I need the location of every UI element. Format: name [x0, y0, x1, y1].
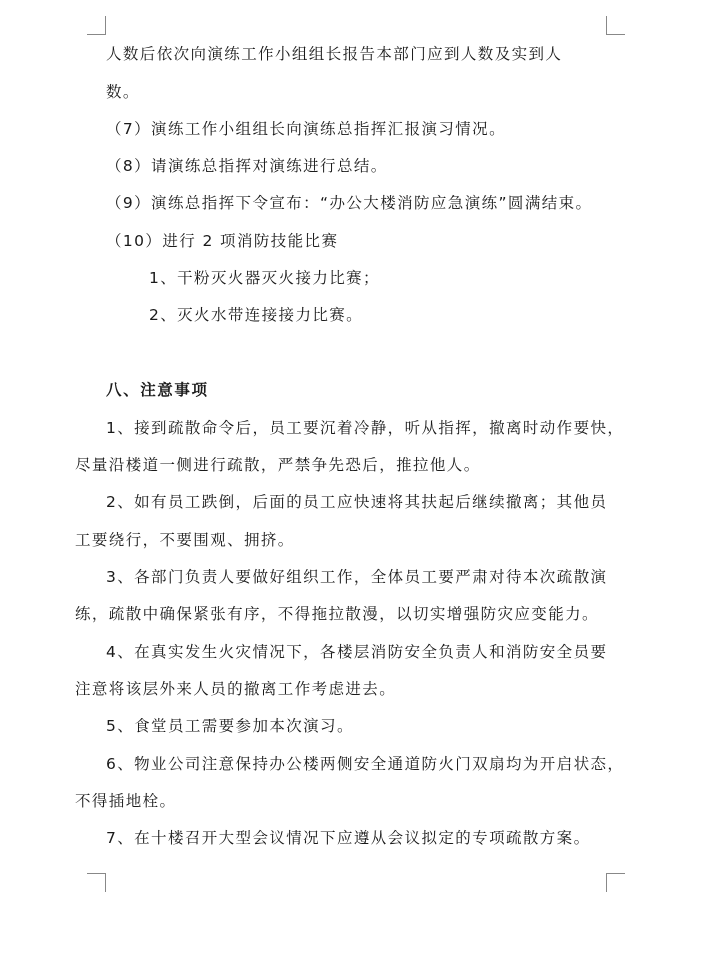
text-line: 6、物业公司注意保持办公楼两侧安全通道防火门双扇均为开启状态， [106, 755, 625, 773]
text-line: （8）请演练总指挥对演练进行总结。 [106, 157, 388, 175]
section-heading: 八、注意事项 [106, 381, 209, 399]
text-line: （10）进行 2 项消防技能比赛 [106, 232, 339, 250]
text-line: 1、干粉灭火器灭火接力比赛； [149, 269, 380, 287]
text-line: 数。 [106, 83, 140, 101]
text-line: 练，疏散中确保紧张有序，不得拖拉散漫，以切实增强防灾应变能力。 [75, 605, 599, 623]
corner-mark-top-right [606, 16, 625, 35]
text-line: 不得插地栓。 [75, 792, 177, 810]
text-line: 1、接到疏散命令后，员工要沉着冷静，听从指挥，撤离时动作要快， [106, 419, 625, 437]
text-line: 工要绕行，不要围观、拥挤。 [75, 531, 295, 549]
text-line: 2、如有员工跌倒，后面的员工应快速将其扶起后继续撤离；其他员 [106, 493, 608, 511]
corner-mark-bottom-right [606, 873, 625, 892]
text-line: 注意将该层外来人员的撤离工作考虑进去。 [75, 680, 397, 698]
text-line: （9）演练总指挥下令宣布：“办公大楼消防应急演练”圆满结束。 [106, 194, 593, 212]
text-line: 2、灭火水带连接接力比赛。 [149, 306, 364, 324]
text-line: 7、在十楼召开大型会议情况下应遵从会议拟定的专项疏散方案。 [106, 829, 591, 847]
text-line: 人数后依次向演练工作小组组长报告本部门应到人数及实到人 [106, 45, 563, 63]
corner-mark-bottom-left [87, 873, 106, 892]
text-line: 尽量沿楼道一侧进行疏散，严禁争先恐后，推拉他人。 [75, 456, 481, 474]
text-line: 5、食堂员工需要参加本次演习。 [106, 717, 354, 735]
text-line: 3、各部门负责人要做好组织工作，全体员工要严肃对待本次疏散演 [106, 568, 608, 586]
text-line: 4、在真实发生火灾情况下，各楼层消防安全负责人和消防安全员要 [106, 643, 608, 661]
corner-mark-top-left [87, 16, 106, 35]
text-line: （7）演练工作小组组长向演练总指挥汇报演习情况。 [106, 120, 506, 138]
